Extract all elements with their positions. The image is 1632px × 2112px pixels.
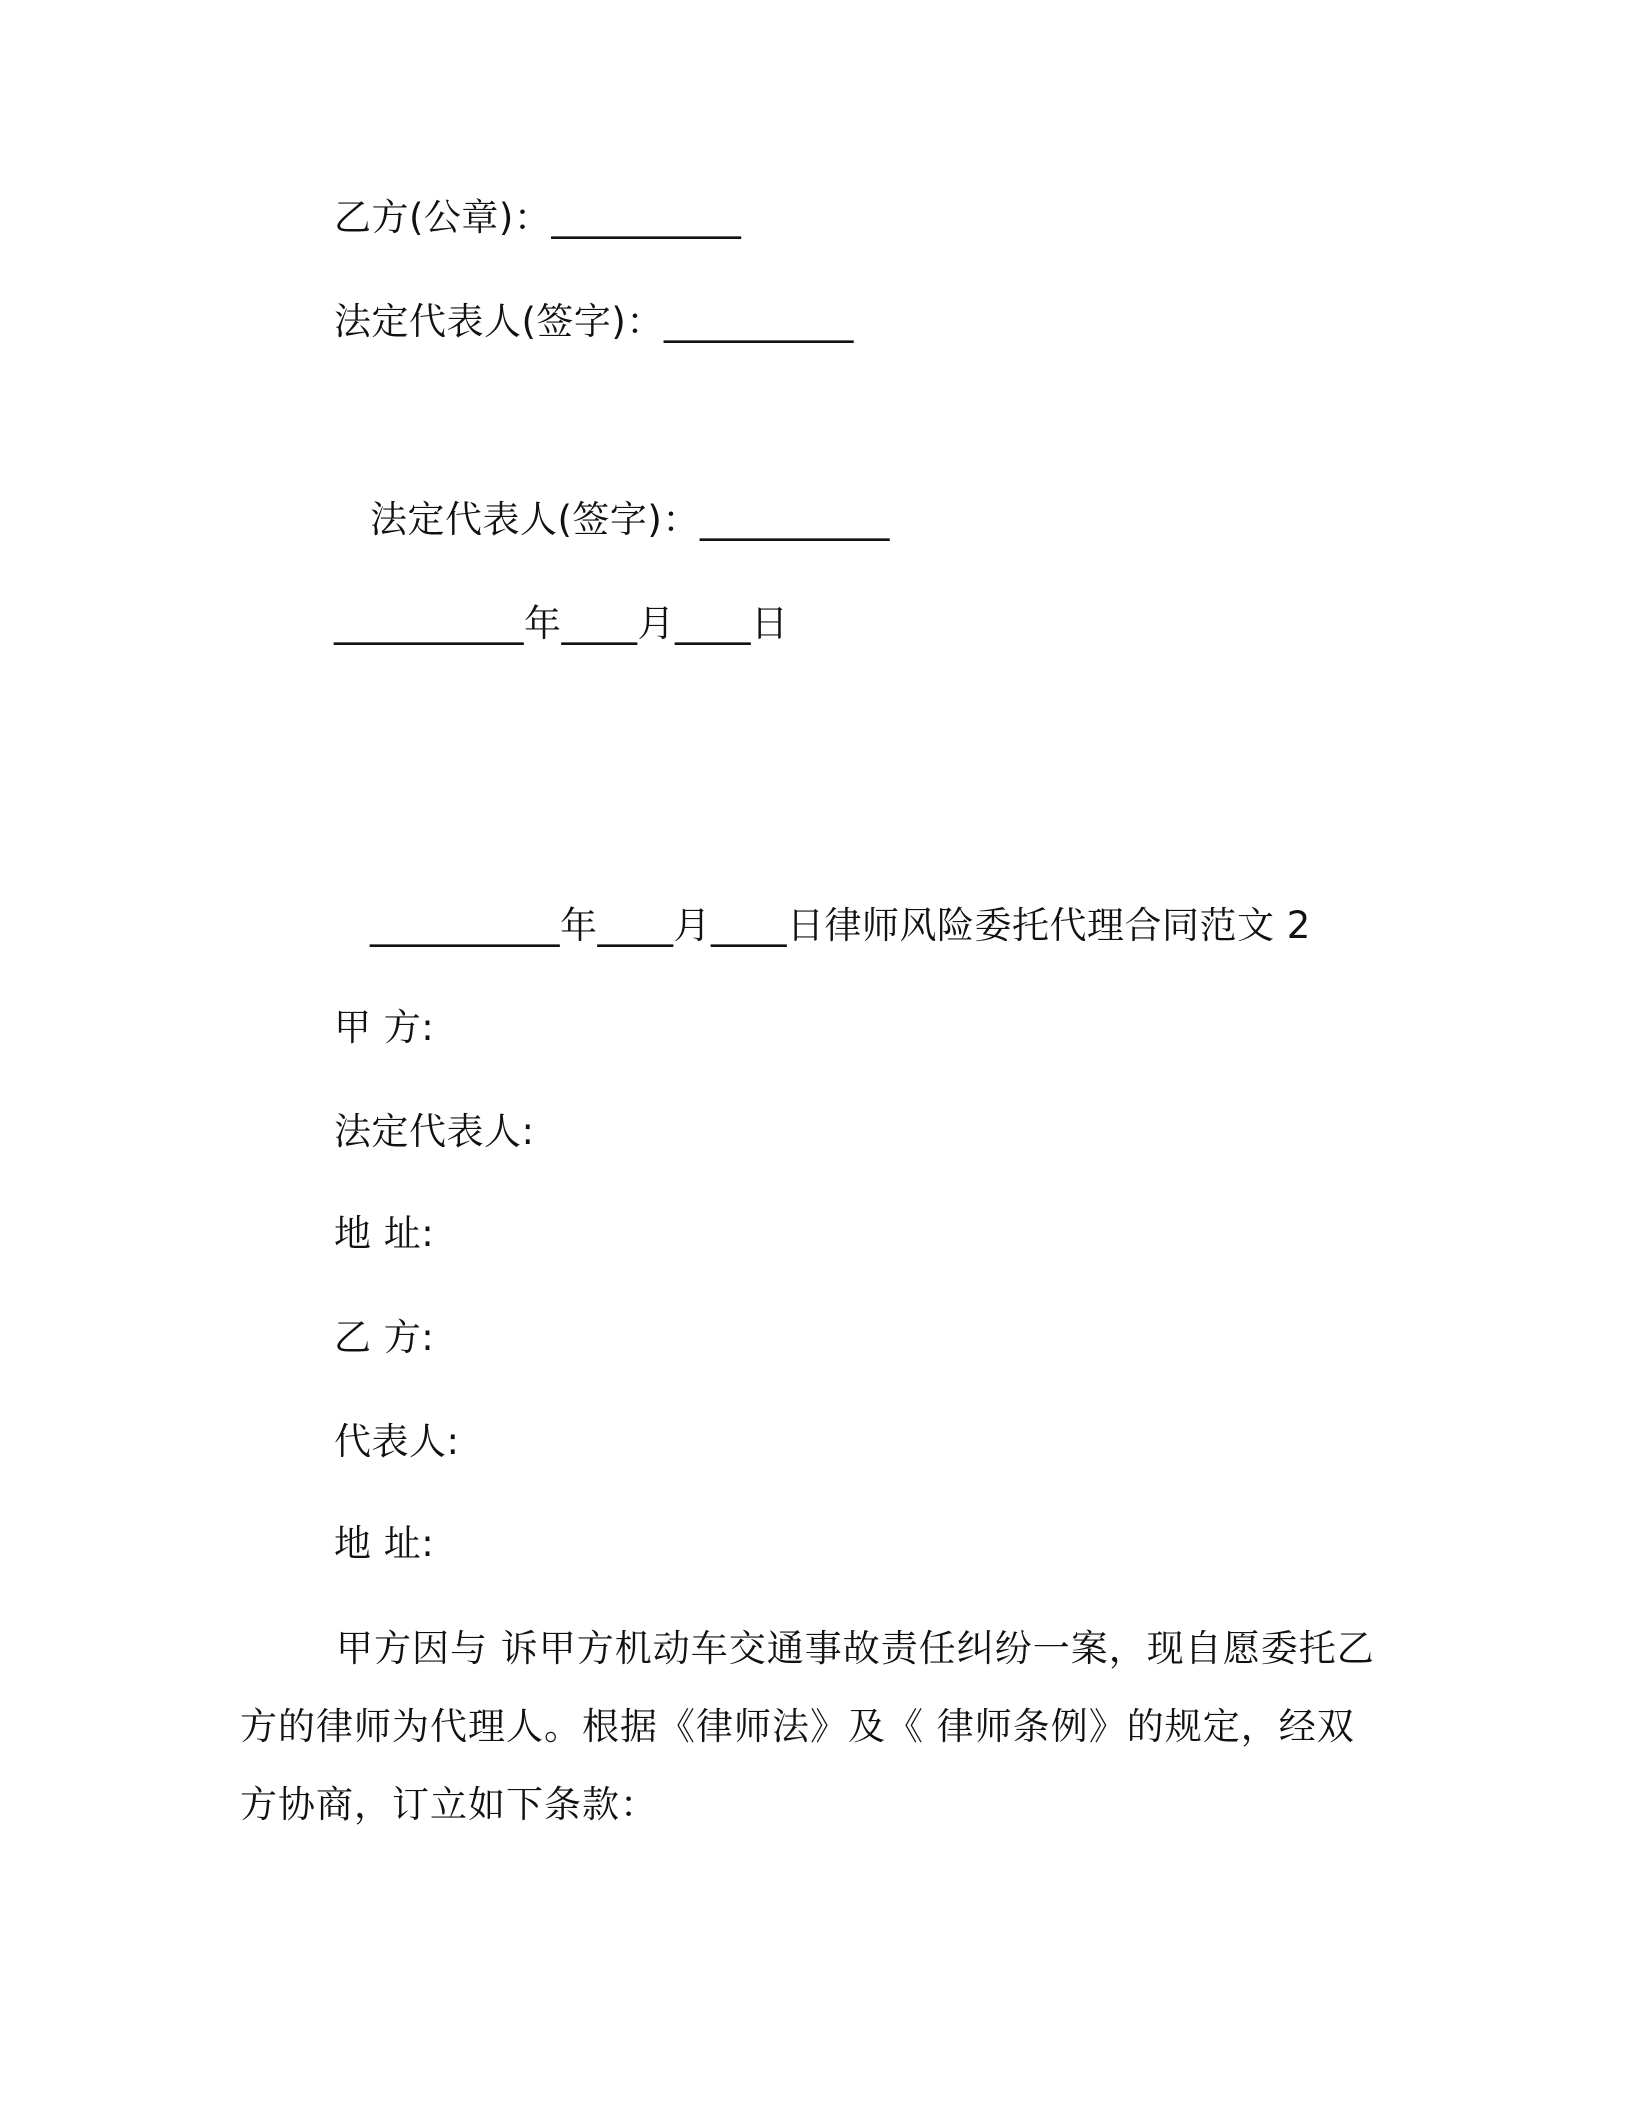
- body-paragraph: 甲方因与 诉甲方机动车交通事故责任纠纷一案，现自愿委托乙方的律师为代理人。根据《律师法》及《 律师条例》的规定，经双方协商，订立如下条款：: [240, 1627, 1375, 1826]
- party-a-label: 甲 方:: [334, 1006, 435, 1049]
- representative-label: 代表人:: [334, 1420, 460, 1463]
- address-label-b: 地 址:: [334, 1522, 435, 1565]
- date-line: __________年____月____日: [334, 602, 789, 645]
- section-title: __________年____月____日律师风险委托代理合同范文 2: [370, 904, 1311, 947]
- party-b-label: 乙 方:: [334, 1316, 435, 1359]
- address-label-a: 地 址:: [334, 1212, 435, 1255]
- legal-representative-label: 法定代表人:: [334, 1110, 535, 1153]
- party-b-seal-line: 乙方(公章)：__________: [334, 196, 742, 239]
- legal-representative-signature-line-2: 法定代表人(签字)：__________: [370, 498, 890, 541]
- legal-representative-signature-line: 法定代表人(签字)：__________: [334, 300, 854, 343]
